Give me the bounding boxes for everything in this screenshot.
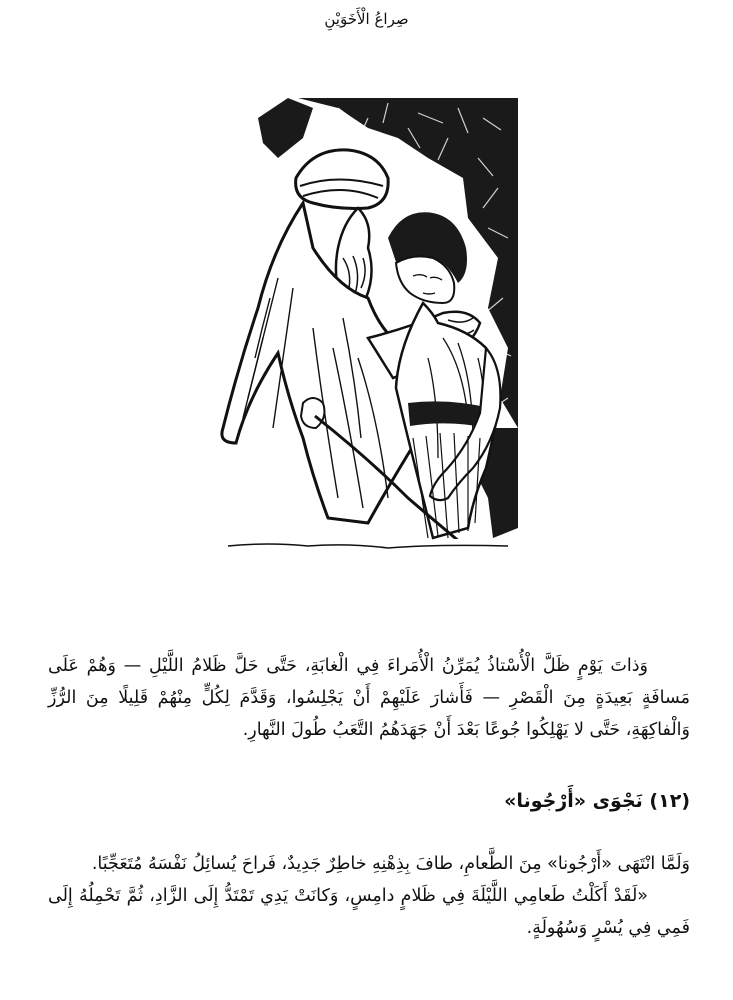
paragraph: «لَقَدْ أَكَلْتُ طَعامِي اللَّيْلَةَ فِي ظَلامٍ دامِسٍ، وَكانَتْ يَدِي تَمْتَدُّ إِلَى الزَّادِ، ثُمَّ تَحْمِلُهُ إِلَى فَمِي فِي يُسْرٍ وَسُهُولَةٍ. — [48, 886, 690, 938]
body-text-block-2 — [48, 848, 690, 944]
illustration-old-man-embracing-youth — [218, 98, 518, 560]
section-heading: (١٢) نَجْوَى «أَرْجُونا» — [504, 790, 690, 812]
paragraph: وَلَمَّا انْتَهَى «أَرْجُونا» مِنَ الطَّعامِ، طافَ بِذِهْنِهِ خاطِرٌ جَدِيدٌ، فَراحَ يُسائِلُ نَفْسَهُ مُتَعَجِّبًا. — [91, 854, 690, 874]
body-text-block-1 — [48, 650, 690, 746]
running-header: صِراعُ الْأَخَوَيْنِ — [324, 10, 409, 28]
paragraph: وَذاتَ يَوْمٍ ظَلَّ الْأُسْتاذُ يُمَرِّنُ الْأُمَراءَ فِي الْغابَةِ، حَتَّى حَلَّ ظَلامُ اللَّيْلِ — وَهُمْ عَلَى مَسافَةٍ بَعِيدَةٍ مِنَ الْقَصْرِ — فَأَشارَ عَلَيْهِمْ أَنْ يَجْلِسُوا، وَقَدَّمَ لِكُلٍّ مِنْهُمْ قَلِيلًا مِنَ الرُّزِّ وَالْفاكِهَةِ، حَتَّى لا يَهْلِكُوا جُوعًا بَعْدَ أَنْ جَهَدَهُمُ التَّعَبُ طُولَ النَّهارِ. — [48, 656, 690, 740]
